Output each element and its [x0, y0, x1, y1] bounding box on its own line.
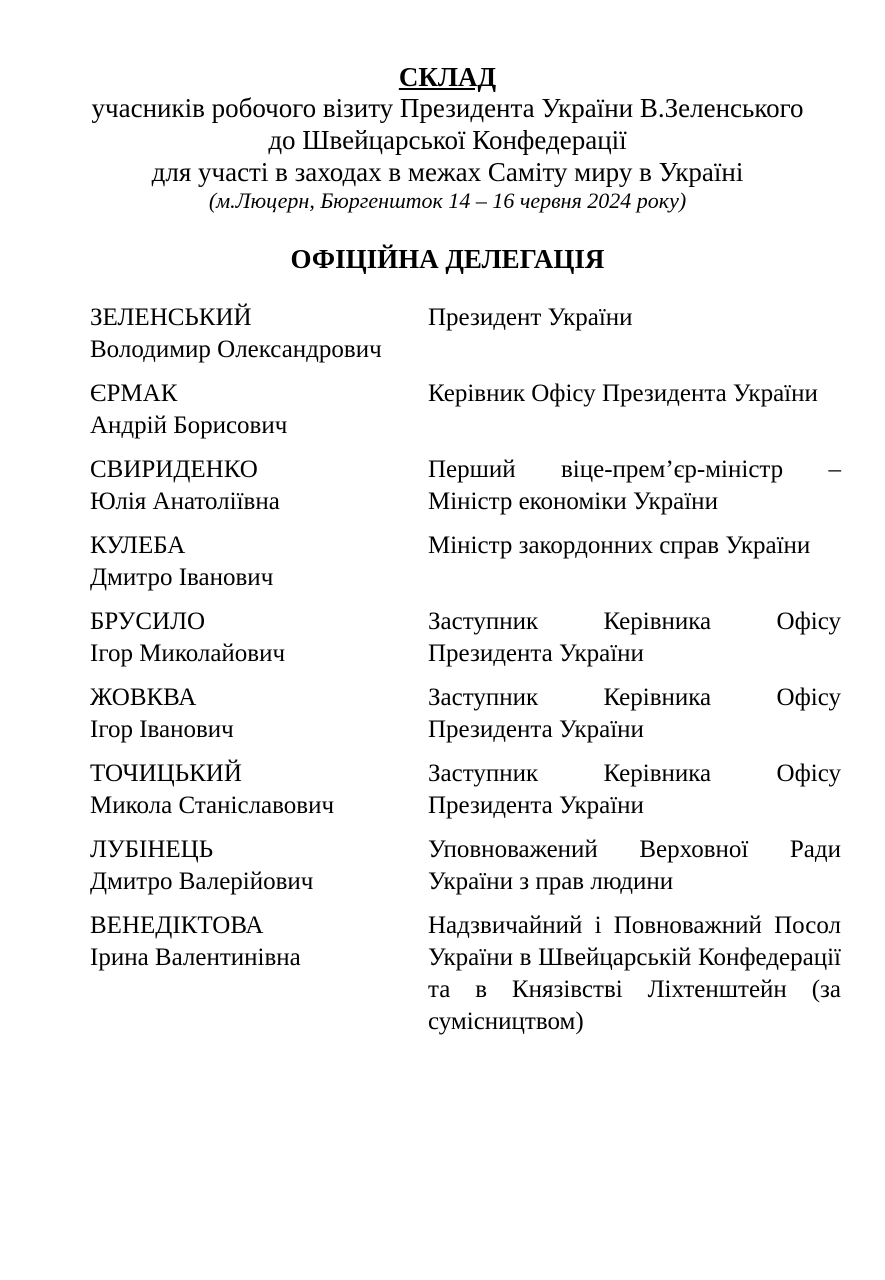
delegation-member — [90, 606, 841, 670]
member-name — [90, 454, 428, 518]
member-position: Надзвичайний і Повноважний Посол України в Швейцарській Конфедерації та в Князівстві Ліхтенштейн (за сумісництвом) — [428, 912, 841, 1035]
member-given-name: Ігор Миколайович — [90, 640, 286, 667]
location-dates: (м.Люцерн, Бюргеншток 14 – 16 червня 2024 року) — [208, 188, 687, 213]
member-surname: ТОЧИЦЬКИЙ — [90, 760, 242, 787]
member-position: Заступник Керівника Офісу Президента України — [428, 684, 841, 743]
subtitle-line: до Швейцарської Конфедерації — [268, 125, 627, 155]
section-title: ОФІЦІЙНА ДЕЛЕГАЦІЯ — [290, 244, 605, 274]
member-surname: КУЛЕБА — [90, 532, 186, 559]
member-surname: ВЕНЕДІКТОВА — [90, 912, 264, 939]
delegation-member — [90, 910, 841, 1038]
member-surname: ЛУБІНЕЦЬ — [90, 836, 214, 863]
member-name — [90, 834, 428, 898]
member-position: Перший віце-прем’єр-міністр – Міністр економіки України — [428, 456, 841, 515]
member-surname: СВИРИДЕНКО — [90, 456, 258, 483]
delegation-member — [90, 682, 841, 746]
member-given-name: Ірина Валентинівна — [90, 944, 301, 971]
member-surname: ЄРМАК — [90, 380, 178, 407]
delegation-member — [90, 454, 841, 518]
member-name — [90, 910, 428, 1038]
member-name — [90, 302, 428, 366]
member-surname: ЗЕЛЕНСЬКИЙ — [90, 304, 252, 331]
member-name — [90, 682, 428, 746]
delegation-member — [90, 302, 841, 366]
member-position: Уповноважений Верховної Ради України з прав людини — [428, 836, 841, 895]
member-position: Міністр закордонних справ України — [428, 532, 811, 559]
delegation-list — [90, 302, 841, 1038]
member-given-name: Микола Станіславович — [90, 792, 335, 819]
member-name — [90, 606, 428, 670]
member-position: Заступник Керівника Офісу Президента України — [428, 608, 841, 667]
member-position: Заступник Керівника Офісу Президента України — [428, 760, 841, 819]
member-name — [90, 758, 428, 822]
member-position: Керівник Офісу Президента України — [428, 380, 818, 407]
member-given-name: Володимир Олександрович — [90, 336, 382, 363]
member-given-name: Дмитро Валерійович — [90, 868, 314, 895]
member-given-name: Дмитро Іванович — [90, 564, 274, 591]
member-given-name: Андрій Борисович — [90, 412, 288, 439]
subtitle-line: учасників робочого візиту Президента України В.Зеленського — [91, 93, 804, 123]
member-name — [90, 378, 428, 442]
document-header — [46, 62, 849, 214]
member-surname: БРУСИЛО — [90, 608, 206, 635]
delegation-member — [90, 758, 841, 822]
member-given-name: Ігор Іванович — [90, 716, 234, 743]
delegation-member — [90, 378, 841, 442]
document-title: СКЛАД — [398, 62, 497, 92]
member-given-name: Юлія Анатоліївна — [90, 488, 280, 515]
delegation-member — [90, 530, 841, 594]
subtitle-line: для участі в заходах в межах Саміту миру в Україні — [151, 157, 744, 187]
member-surname: ЖОВКВА — [90, 684, 197, 711]
delegation-member — [90, 834, 841, 898]
member-position: Президент України — [428, 304, 633, 331]
member-name — [90, 530, 428, 594]
